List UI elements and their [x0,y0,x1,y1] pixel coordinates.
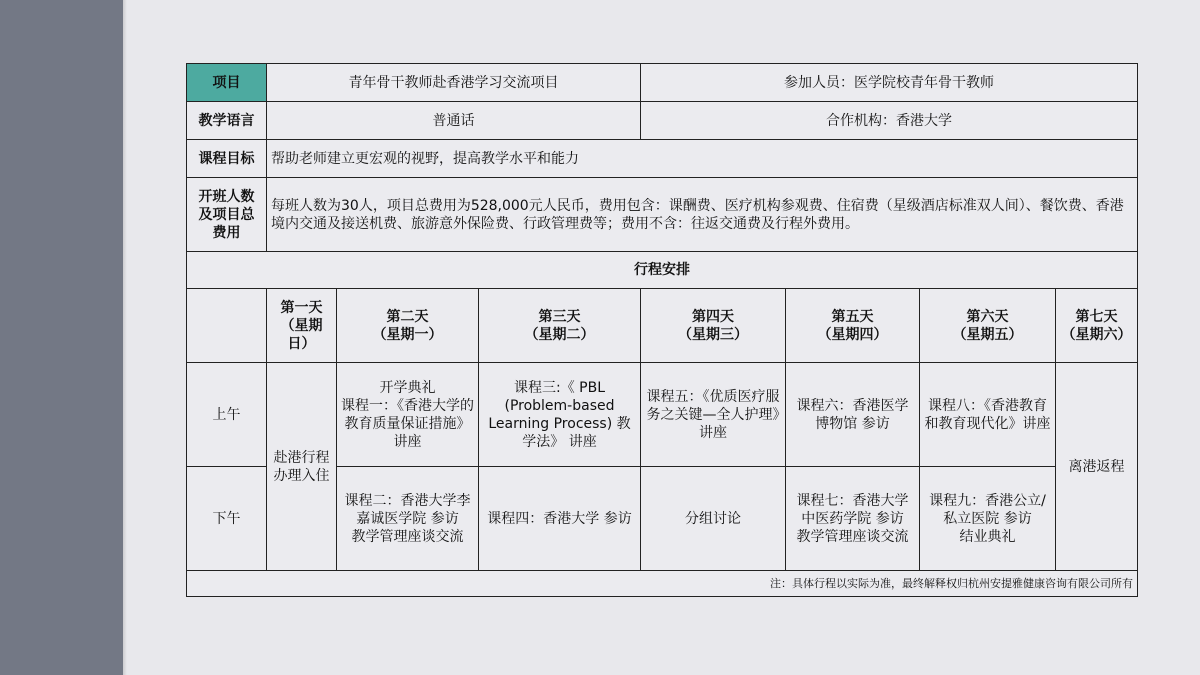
day-header: 第七天 （星期六） [1056,289,1138,363]
afternoon-session: 课程七：香港大学中医药学院 参访 教学管理座谈交流 [786,467,920,571]
project-label: 项目 [187,64,267,102]
day-header: 第五天 （星期四） [786,289,920,363]
day-header-row [187,289,1138,363]
fee-row [187,178,1138,252]
schedule-title: 行程安排 [187,252,1138,289]
goal-label: 课程目标 [187,140,267,178]
day-header: 第三天 （星期二） [479,289,641,363]
slide-sidebar [0,0,123,675]
morning-label: 上午 [187,363,267,467]
corner-cell [187,289,267,363]
fee-label: 开班人数 及项目总 费用 [187,178,267,252]
day-header: 第六天 （星期五） [920,289,1056,363]
participants: 参加人员：医学院校青年骨干教师 [641,64,1138,102]
day1-activity: 赴港行程 办理入住 [267,363,337,571]
goal-row [187,140,1138,178]
project-value: 青年骨干教师赴香港学习交流项目 [267,64,641,102]
fee-value: 每班人数为30人，项目总费用为528,000元人民币，费用包含：课酬费、医疗机构参观费、住宿费（星级酒店标准双人间）、餐饮费、香港境内交通及接送机费、旅游意外保险费、行政管理费等；费用不含：往返交通费及行程外费用。 [267,178,1138,252]
day-header: 第一天 （星期日） [267,289,337,363]
sidebar-shadow [123,0,127,675]
morning-row [187,363,1138,467]
partner-institution: 合作机构：香港大学 [641,102,1138,140]
program-schedule-table [186,63,1138,597]
note-row [187,571,1138,597]
schedule-title-row [187,252,1138,289]
afternoon-session: 课程二：香港大学李嘉诚医学院 参访 教学管理座谈交流 [337,467,479,571]
goal-value: 帮助老师建立更宏观的视野，提高教学水平和能力 [267,140,1138,178]
afternoon-session: 分组讨论 [641,467,786,571]
morning-session: 课程八：《香港教育和教育现代化》讲座 [920,363,1056,467]
day7-activity: 离港返程 [1056,363,1138,571]
day-header: 第二天 （星期一） [337,289,479,363]
day-header: 第四天 （星期三） [641,289,786,363]
language-row [187,102,1138,140]
project-row [187,64,1138,102]
morning-session: 课程五：《优质医疗服务之关键—全人护理》讲座 [641,363,786,467]
morning-session: 开学典礼 课程一：《香港大学的教育质量保证措施》讲座 [337,363,479,467]
afternoon-session: 课程九：香港公立/私立医院 参访 结业典礼 [920,467,1056,571]
language-label: 教学语言 [187,102,267,140]
language-value: 普通话 [267,102,641,140]
morning-session: 课程三:《 PBL (Problem-based Learning Process) 教学法》 讲座 [479,363,641,467]
disclaimer-note: 注：具体行程以实际为准，最终解释权归杭州安提雅健康咨询有限公司所有 [187,571,1138,597]
afternoon-session: 课程四：香港大学 参访 [479,467,641,571]
afternoon-label: 下午 [187,467,267,571]
morning-session: 课程六：香港医学博物馆 参访 [786,363,920,467]
